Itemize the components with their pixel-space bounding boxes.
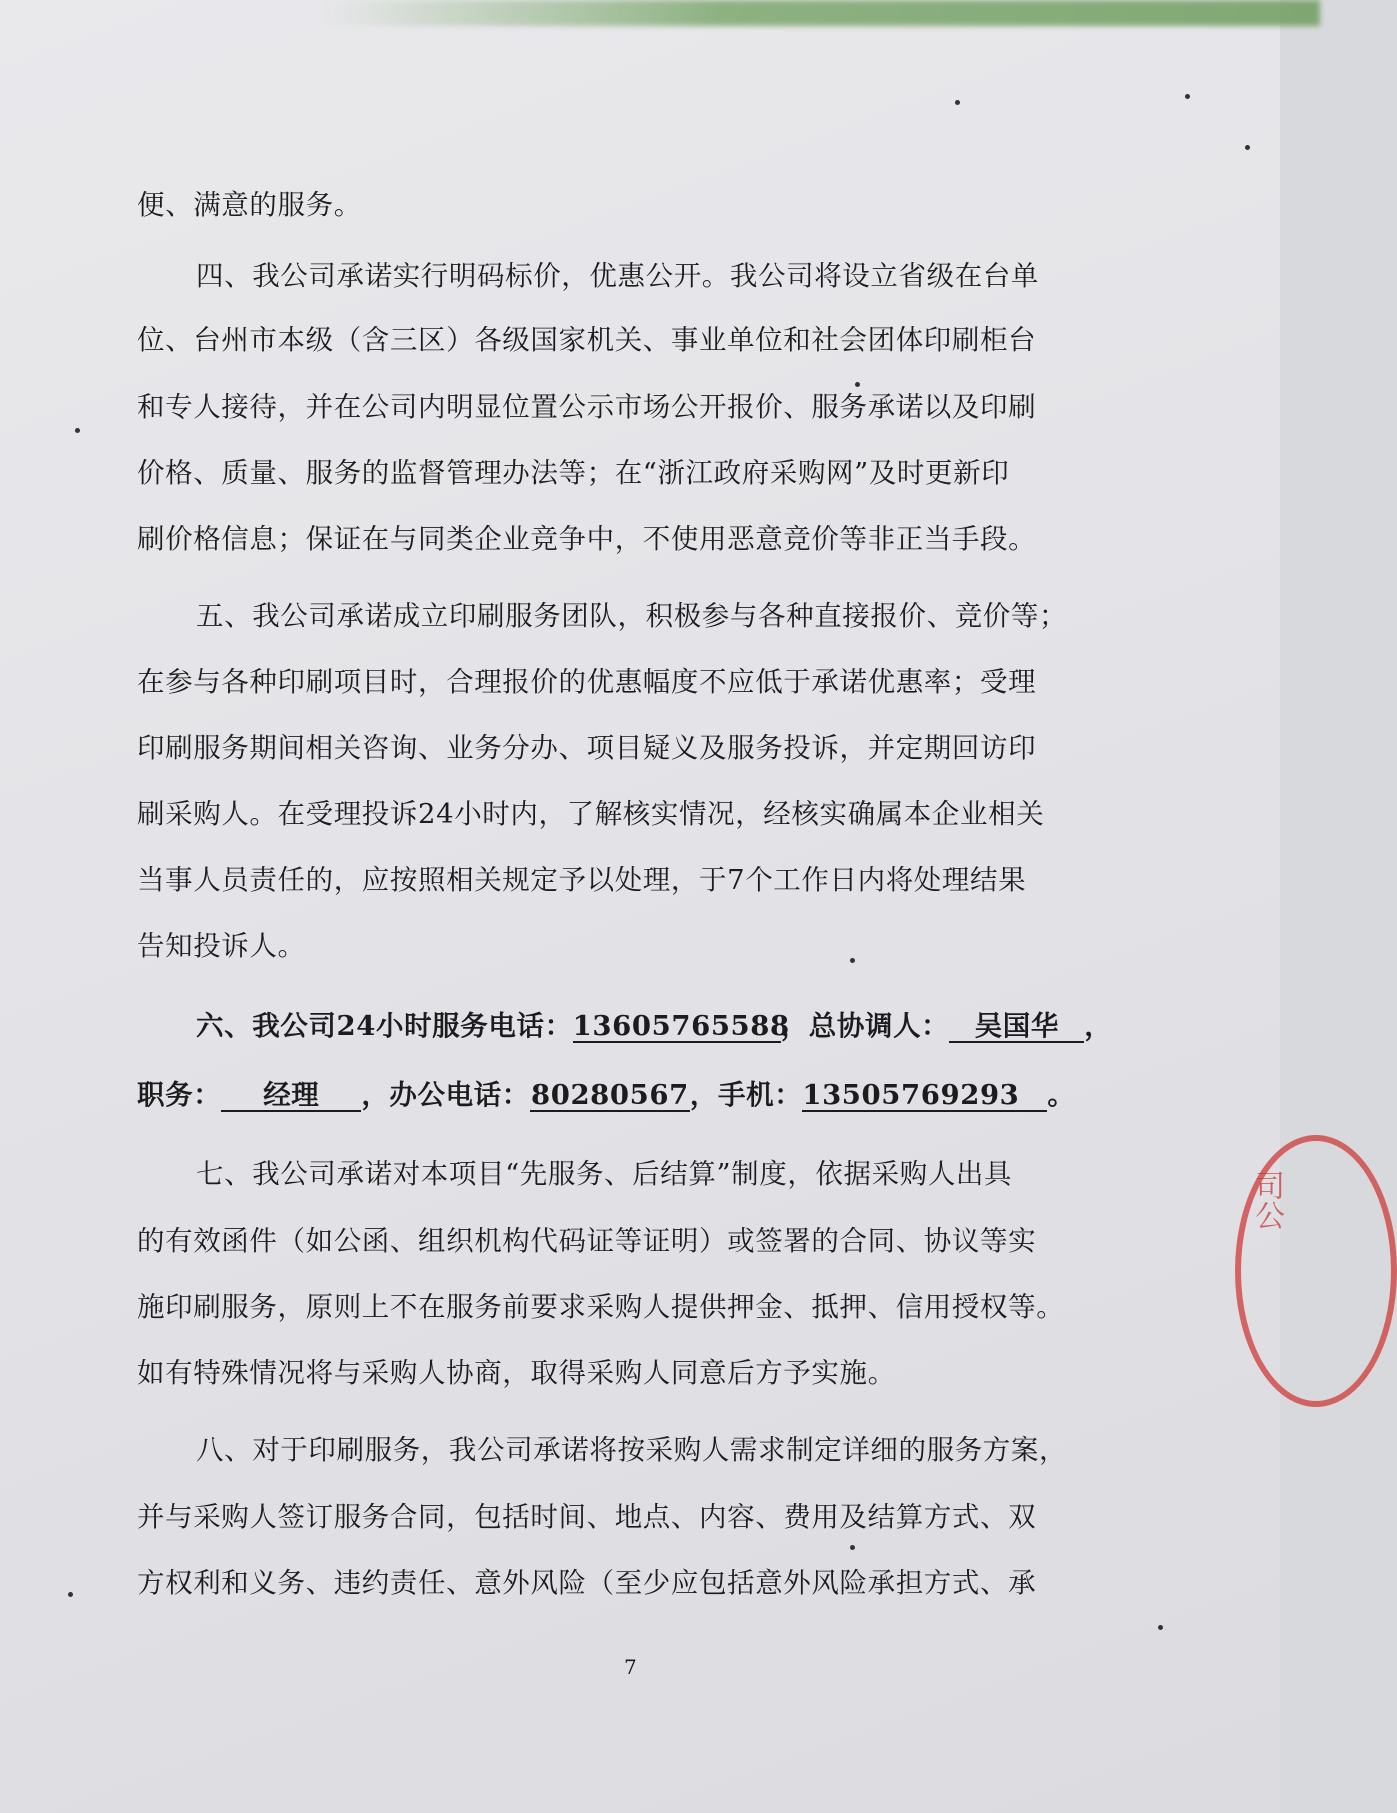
contact-label: 六、我公司24小时服务电话： bbox=[196, 1010, 573, 1042]
paper-speck bbox=[75, 428, 80, 433]
paragraph-7-line: 七、我公司承诺对本项目“先服务、后结算”制度，依据采购人出具 bbox=[196, 1158, 1013, 1190]
text-line: 方权利和义务、违约责任、意外风险（至少应包括意外风险承担方式、承 bbox=[137, 1567, 1037, 1599]
position-value: 经理 bbox=[221, 1080, 361, 1112]
text-line: 便、满意的服务。 bbox=[137, 189, 362, 221]
contact-label: ，手机： bbox=[689, 1079, 803, 1111]
office-phone: 80280567 bbox=[530, 1079, 689, 1111]
paper-speck bbox=[855, 382, 860, 387]
contact-label: 。 bbox=[1047, 1079, 1076, 1111]
contact-label: ， bbox=[1084, 1010, 1113, 1042]
paper-speck bbox=[1185, 94, 1190, 99]
background-edge bbox=[320, 0, 1320, 26]
contact-label: 职务： bbox=[137, 1079, 222, 1111]
paper-speck bbox=[68, 1592, 73, 1597]
seal-lettering: 司公 bbox=[1249, 1170, 1284, 1230]
paper-speck bbox=[1245, 145, 1250, 150]
text-line: 的有效函件（如公函、组织机构代码证等证明）或签署的合同、协议等实 bbox=[137, 1225, 1037, 1257]
contact-line-2 bbox=[137, 1072, 1075, 1112]
service-phone: 13605765588 bbox=[572, 1010, 790, 1042]
text-line: 位、台州市本级（含三区）各级国家机关、事业单位和社会团体印刷柜台 bbox=[137, 324, 1037, 356]
text-line: 价格、质量、服务的监督管理办法等；在“浙江政府采购网”及时更新印 bbox=[137, 457, 1010, 489]
text-line: 并与采购人签订服务合同，包括时间、地点、内容、费用及结算方式、双 bbox=[137, 1501, 1037, 1533]
paragraph-4-line: 四、我公司承诺实行明码标价，优惠公开。我公司将设立省级在台单 bbox=[196, 260, 1039, 292]
paper-speck bbox=[955, 100, 960, 105]
text-line: 如有特殊情况将与采购人协商，取得采购人同意后方予实施。 bbox=[137, 1357, 896, 1389]
paper-speck bbox=[1158, 1625, 1163, 1630]
paper-speck bbox=[850, 958, 855, 963]
contact-label: ，办公电话： bbox=[361, 1079, 530, 1111]
mobile-phone: 13505769293 bbox=[802, 1080, 1047, 1112]
text-line: 和专人接待，并在公司内明显位置公示市场公开报价、服务承诺以及印刷 bbox=[137, 391, 1037, 423]
contact-label: ，总协调人： bbox=[780, 1010, 950, 1042]
text-line: 告知投诉人。 bbox=[137, 930, 306, 962]
paragraph-5-line: 五、我公司承诺成立印刷服务团队，积极参与各种直接报价、竞价等； bbox=[196, 600, 1068, 632]
contact-line-1 bbox=[196, 1003, 1112, 1043]
text-line: 刷采购人。在受理投诉24小时内，了解核实情况，经核实确属本企业相关 bbox=[137, 798, 1045, 830]
text-line: 在参与各种印刷项目时，合理报价的优惠幅度不应低于承诺优惠率；受理 bbox=[137, 666, 1037, 698]
paper-speck bbox=[850, 1545, 855, 1550]
page-number: 7 bbox=[624, 1655, 637, 1679]
text-line: 刷价格信息；保证在与同类企业竞争中，不使用恶意竞价等非正当手段。 bbox=[137, 523, 1037, 555]
text-line: 当事人员责任的，应按照相关规定予以处理，于7个工作日内将处理结果 bbox=[137, 864, 1027, 896]
coordinator-name: 吴国华 bbox=[949, 1011, 1084, 1043]
text-line: 印刷服务期间相关咨询、业务分办、项目疑义及服务投诉，并定期回访印 bbox=[137, 732, 1037, 764]
text-line: 施印刷服务，原则上不在服务前要求采购人提供押金、抵押、信用授权等。 bbox=[137, 1291, 1065, 1323]
paragraph-8-line: 八、对于印刷服务，我公司承诺将按采购人需求制定详细的服务方案， bbox=[196, 1434, 1068, 1466]
